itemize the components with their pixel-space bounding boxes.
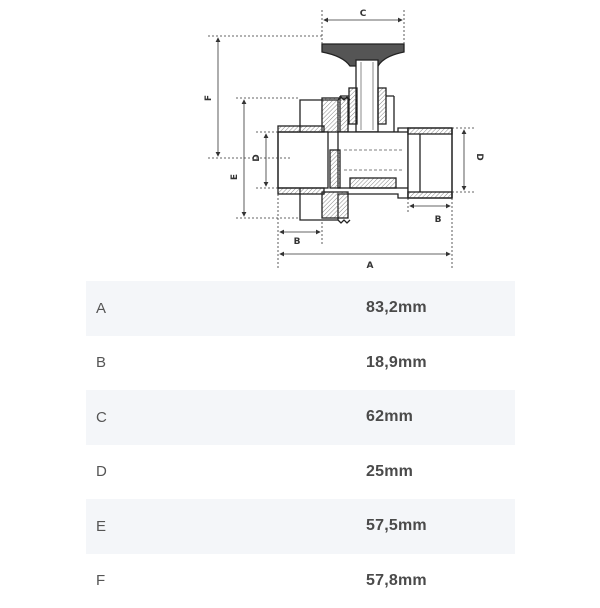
dim-label-e: E <box>230 174 240 180</box>
valve-technical-drawing <box>0 0 600 285</box>
spec-label: F <box>86 572 366 589</box>
spec-row-b <box>86 336 515 391</box>
spec-label: A <box>86 300 366 317</box>
spec-value: 62mm <box>366 408 413 426</box>
spec-label: C <box>86 409 366 426</box>
dim-label-d-left: D <box>252 154 262 161</box>
spec-value: 18,9mm <box>366 354 427 372</box>
spec-row-d <box>86 445 515 500</box>
dim-label-a: A <box>367 261 374 271</box>
valve-stem <box>356 60 378 132</box>
spec-row-a <box>86 281 515 336</box>
valve-body <box>278 44 452 223</box>
spec-label: B <box>86 354 366 371</box>
dim-label-f: F <box>204 95 214 101</box>
spec-row-e <box>86 499 515 554</box>
spec-label: D <box>86 463 366 480</box>
dim-label-b-right: B <box>435 215 442 225</box>
dim-label-b-left: B <box>294 237 301 247</box>
dim-label-c: C <box>360 9 367 19</box>
spec-value: 25mm <box>366 463 413 481</box>
spec-label: E <box>86 518 366 535</box>
spec-value: 57,8mm <box>366 572 427 590</box>
specifications-table <box>86 281 515 608</box>
dim-label-d-right: D <box>474 153 484 160</box>
spec-value: 83,2mm <box>366 299 427 317</box>
spec-value: 57,5mm <box>366 517 427 535</box>
spec-row-c <box>86 390 515 445</box>
